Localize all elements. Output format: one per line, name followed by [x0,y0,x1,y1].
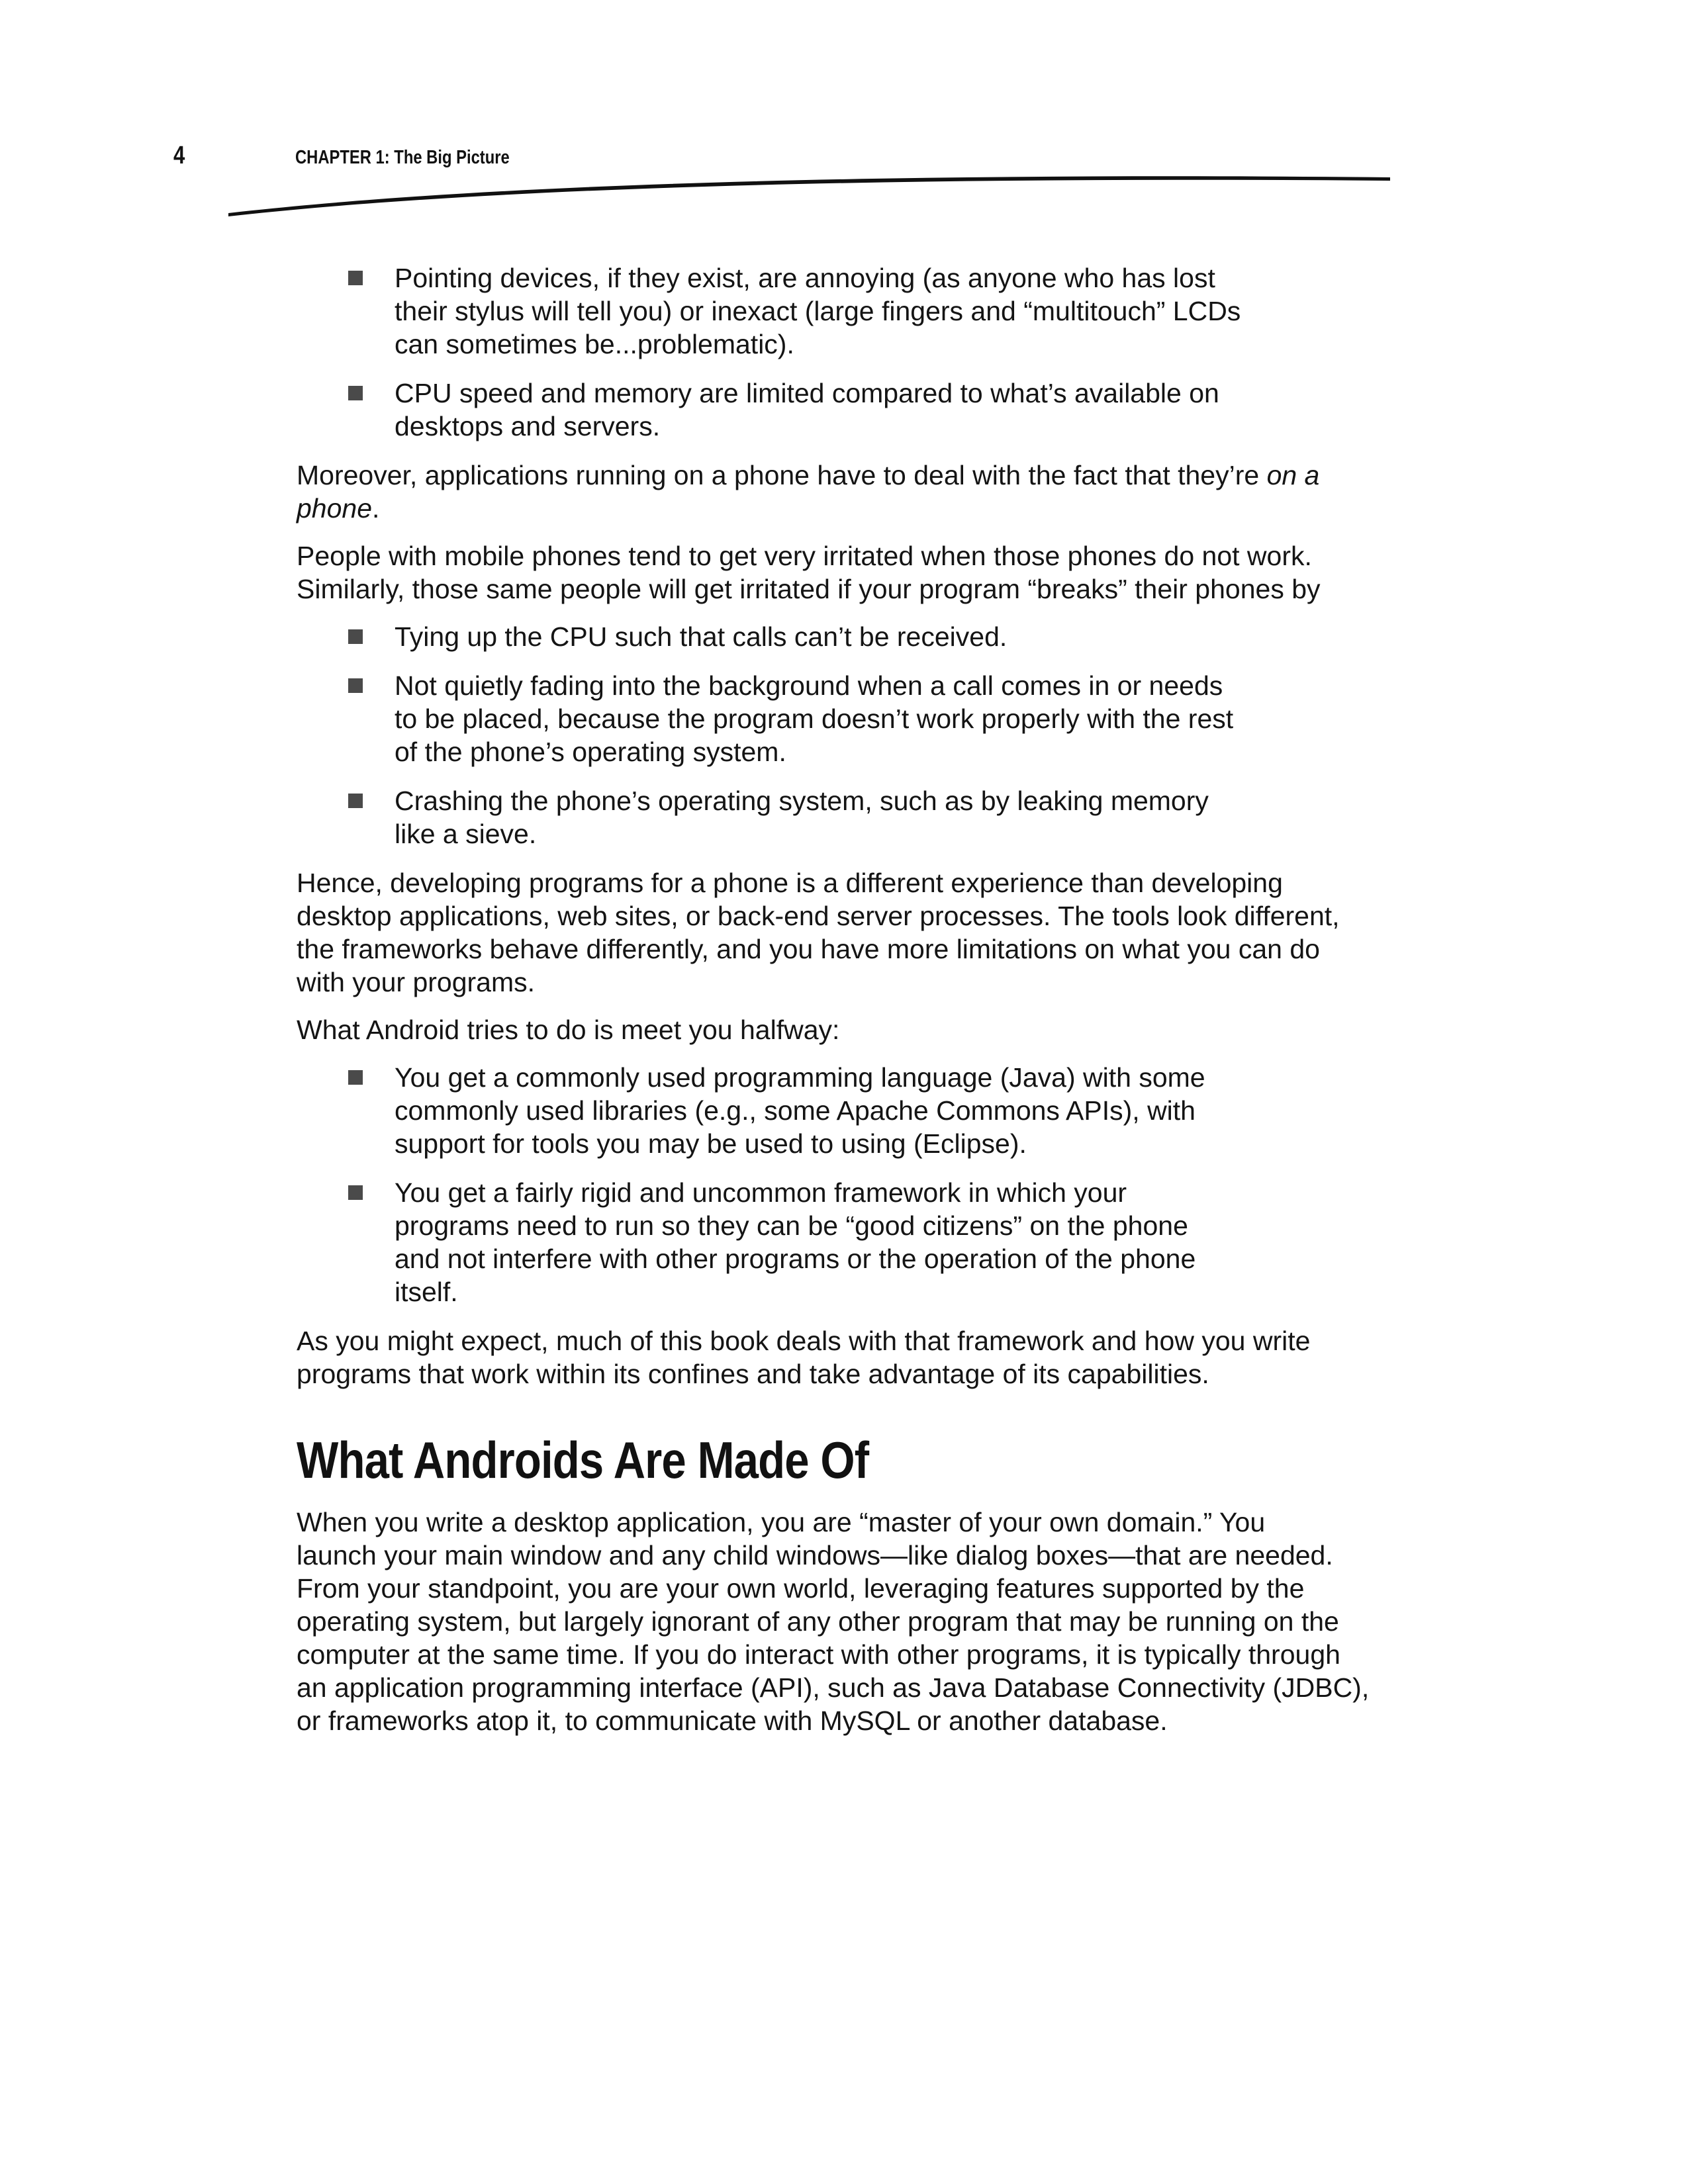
square-bullet-icon [348,678,363,693]
bullet-list-limitations [297,261,1422,443]
list-item: Crashing the phone’s operating system, such as by leaking memory like a sieve. [395,784,1422,850]
list-item: Pointing devices, if they exist, are annoying (as anyone who has lost their stylus will tell you) or inexact (large fingers and “multitouch” LCDs can sometimes be...problematic). [395,261,1422,361]
paragraph-hence: Hence, developing programs for a phone is a different experience than developing desktop applications, web sites, or back-end server processes. The tools look different, the frameworks behave differently, and you have more limitations on what you can do with your programs. [297,868,1340,997]
page-number: 4 [173,142,185,169]
square-bullet-icon [348,1185,363,1200]
list-item: You get a fairly rigid and uncommon framework in which your programs need to run so they can be “good citizens” on the phone and not interfere with other programs or the operation of the phone itself. [395,1176,1422,1308]
body-text [297,261,1422,1752]
bullet-list-breaks [297,620,1422,850]
running-head: CHAPTER 1: The Big Picture [295,147,510,168]
paragraph-android-halfway: What Android tries to do is meet you halfway: [297,1015,840,1045]
paragraph-expect: As you might expect, much of this book deals with that framework and how you write programs that work within its confines and take advantage of its capabilities. [297,1326,1311,1389]
section-heading: What Androids Are Made Of [297,1431,869,1489]
paragraph-people: People with mobile phones tend to get very irritated when those phones do not work. Similarly, those same people will get irritated if your program “breaks” their phones by [297,541,1321,604]
paragraph-moreover: Moreover, applications running on a phone have to deal with the fact that they’re on a phone. [297,460,1320,523]
square-bullet-icon [348,271,363,285]
list-item: You get a commonly used programming language (Java) with some commonly used libraries (e.g., some Apache Commons APIs), with support for tools you may be used to using (Eclipse). [395,1061,1422,1160]
square-bullet-icon [348,386,363,400]
list-item: Not quietly fading into the background when a call comes in or needs to be placed, because the program doesn’t work properly with the rest of the phone’s operating system. [395,669,1422,768]
list-item: CPU speed and memory are limited compared to what’s available on desktops and servers. [395,377,1422,443]
list-item: Tying up the CPU such that calls can’t be received. [395,620,1422,653]
square-bullet-icon [348,629,363,644]
square-bullet-icon [348,794,363,808]
header-swoosh-rule [0,0,1688,225]
square-bullet-icon [348,1070,363,1085]
bullet-list-android [297,1061,1422,1308]
paragraph-desktop: When you write a desktop application, you are “master of your own domain.” You launch your main window and any child windows—like dialog boxes—that are needed. From your standpoint, you are your own world, leveraging features supported by the operating system, but largely ignorant of any other program that may be running on the computer at the same time. If you do interact with other programs, it is typically through an application programming interface (API), such as Java Database Connectivity (JDBC), or frameworks atop it, to communicate with MySQL or another database. [297,1507,1370,1736]
